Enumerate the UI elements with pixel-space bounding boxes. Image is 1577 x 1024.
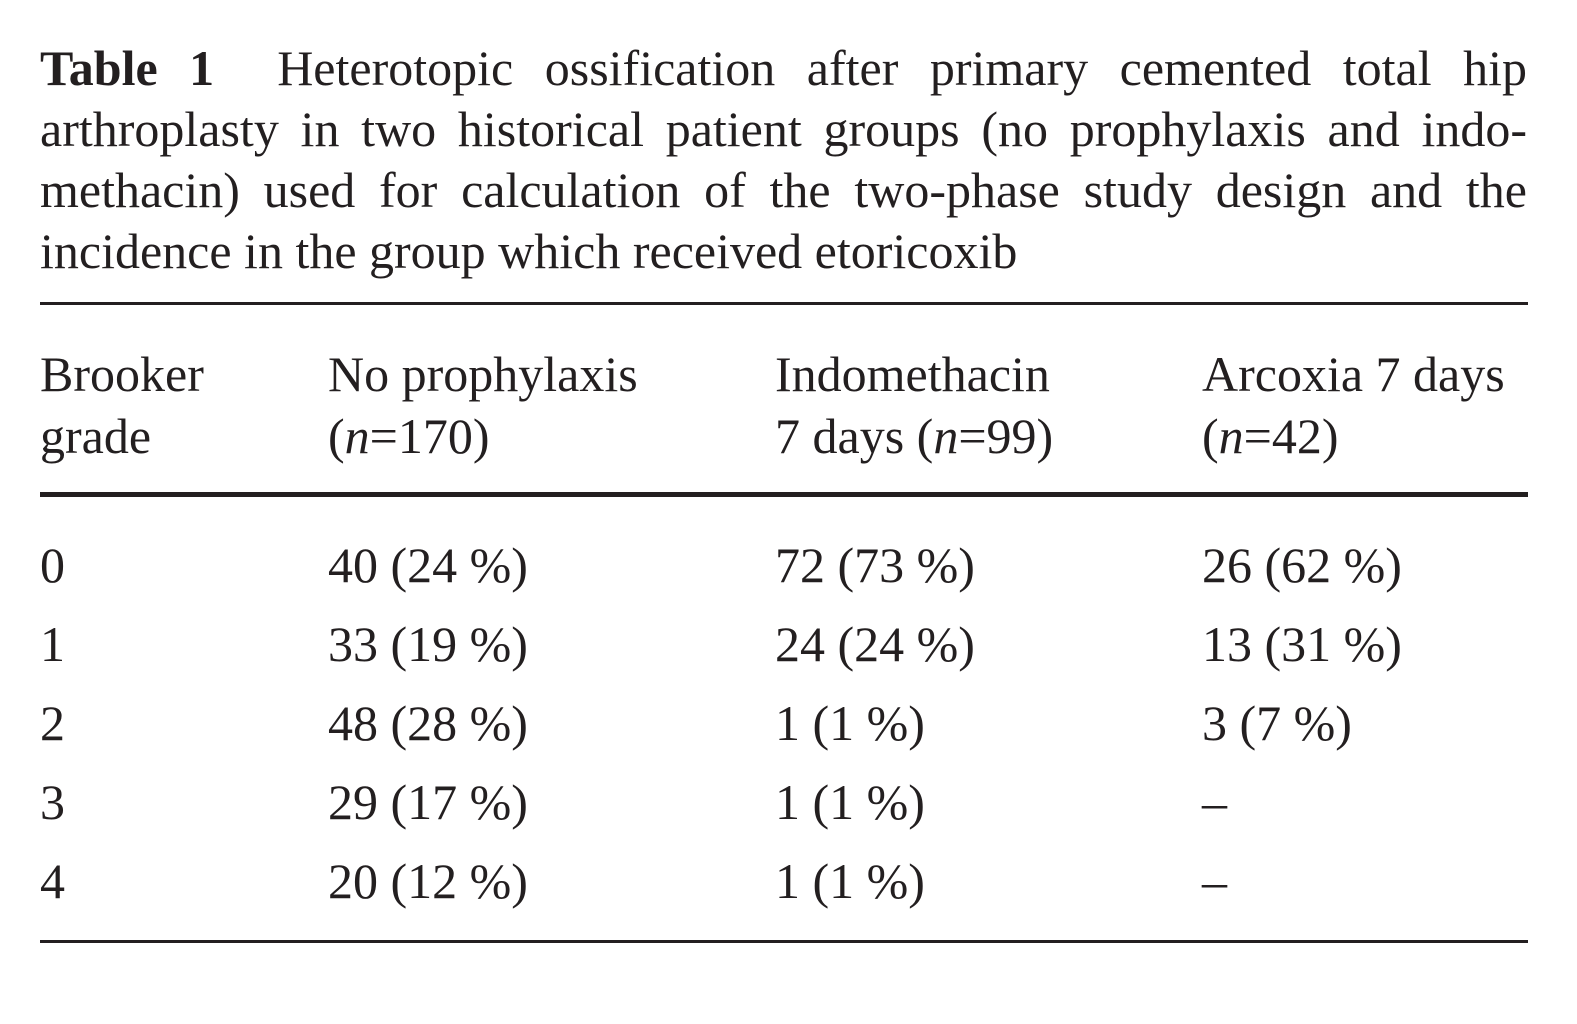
table-caption-text: Heterotopic ossification after primary cemented total hip arthroplasty in two historical patient groups (no prophylaxis and indo-methacin) used for calculation of the two-phase study design and the incidence in the group which received etoricoxib — [40, 40, 1527, 279]
table-cell: 3 — [40, 774, 65, 830]
table-cell: 13 (31 %) — [1202, 616, 1402, 672]
table-cell: 1 (1 %) — [775, 853, 925, 909]
table-cell: 20 (12 %) — [328, 853, 528, 909]
table-label: Table 1 — [40, 40, 215, 96]
table-cell: – — [1202, 774, 1227, 830]
table-cell: 3 (7 %) — [1202, 695, 1352, 751]
header-line: (n=170) — [328, 408, 490, 464]
table-cell: 4 — [40, 853, 65, 909]
table-cell: – — [1202, 853, 1227, 909]
header-line: No prophylaxis — [328, 346, 638, 402]
table-cell: 1 — [40, 616, 65, 672]
header-line: grade — [40, 408, 152, 464]
header-arcoxia — [1202, 343, 1505, 467]
table-caption — [40, 38, 1527, 282]
table-cell: 33 (19 %) — [328, 616, 528, 672]
header-line: (n=42) — [1202, 408, 1339, 464]
table-cell: 72 (73 %) — [775, 537, 975, 593]
header-line: Brooker — [40, 346, 204, 402]
header-no-prophylaxis — [328, 343, 638, 467]
header-line: Indomethacin — [775, 346, 1050, 402]
table-cell: 40 (24 %) — [328, 537, 528, 593]
header-rule — [40, 492, 1528, 497]
header-line: 7 days (n=99) — [775, 408, 1054, 464]
table-cell: 0 — [40, 537, 65, 593]
table-cell: 24 (24 %) — [775, 616, 975, 672]
table-cell: 48 (28 %) — [328, 695, 528, 751]
table-cell: 26 (62 %) — [1202, 537, 1402, 593]
table-cell: 1 (1 %) — [775, 695, 925, 751]
table-cell: 1 (1 %) — [775, 774, 925, 830]
top-rule — [40, 302, 1528, 305]
table-cell: 29 (17 %) — [328, 774, 528, 830]
header-line: Arcoxia 7 days — [1202, 346, 1505, 402]
table-cell: 2 — [40, 695, 65, 751]
bottom-rule — [40, 940, 1528, 943]
header-indomethacin — [775, 343, 1053, 467]
header-brooker-grade — [40, 343, 204, 467]
